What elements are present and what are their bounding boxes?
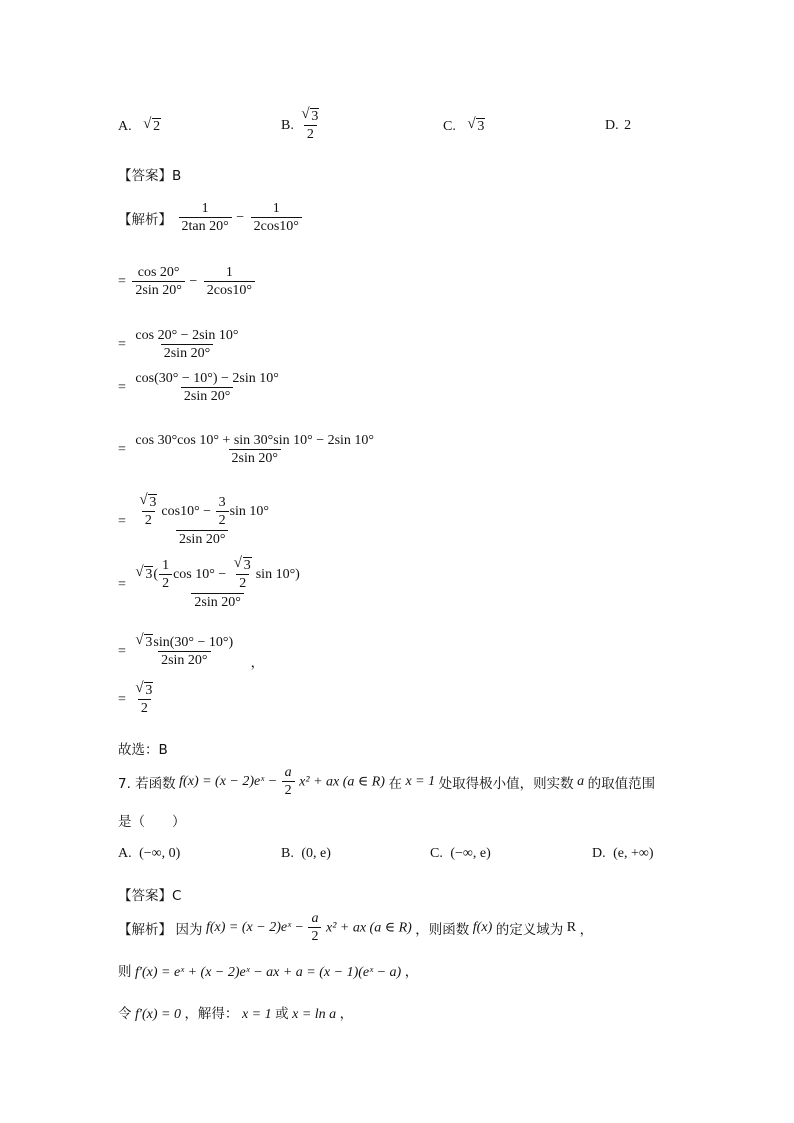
q6-step-0: 【解析】 $\frac{1}{2\tan 20^\circ}$ − $\frac{1}{2\cos 10^\circ}$ xyxy=(118,200,303,236)
q6-step-3: = $\frac{\cos(30^\circ - 10^\circ) - 2\sin 10^\circ}{2\sin 20^\circ}$ xyxy=(118,371,279,404)
sqrt-symbol: √ 2 xyxy=(143,116,161,134)
q6-step-6: = √ 3( $\frac{1}{2}$ cos 10° − √ 3 2 sin 10°) 2sin 20° xyxy=(118,555,300,610)
q6-option-a: A. √ 2 xyxy=(118,116,161,134)
q6-step-4: = $\frac{\cos 30^\circ\cos 10^\circ + \sin 30^\circ\sin 10^\circ - 2\sin 10^\circ}{2\sin 20^\circ}$ xyxy=(118,433,375,466)
q6-conclusion: 故选：B xyxy=(118,742,168,758)
q6-option-d: D. 2 xyxy=(605,118,632,133)
q7-analysis-line1: 【解析】 因为 f(x) = (x − 2)eˣ − $\frac{a}{2}$ x² + ax (a ∈ R) ，则函数 f(x) 的定义域为 R ， xyxy=(118,911,594,944)
q6-answer: 【答案】B xyxy=(118,168,182,184)
q6-step-8: = √ 3 2 xyxy=(118,680,153,716)
q7-answer: 【答案】C xyxy=(118,888,182,904)
q7-stem-line2: 是（ ） xyxy=(118,814,186,830)
q7-analysis-line2: 则 f′(x) = eˣ + (x − 2)eˣ − ax + a = (x − 1)(eˣ − a) ， xyxy=(118,964,419,980)
q6-step-1: = $\frac{\cos 20^\circ}{2\sin 20^\circ}$ − $\frac{1}{2\cos 10^\circ}$ xyxy=(118,264,256,300)
q6-step-5: = √ 3 2 cos10° − $\frac{3}{2}$ sin 10° 2sin 20° xyxy=(118,492,269,547)
fraction: √ 3 2 xyxy=(301,106,319,142)
q7-stem-line1: 7. 若函数 f(x) = (x − 2)eˣ − $\frac{a}{2}$ x² + ax (a ∈ R) 在 x = 1 处取得极小值，则实数 a 的取值范围 xyxy=(118,765,656,798)
q7-option-c: C. (−∞, e) xyxy=(430,846,491,861)
q6-option-c: C. √ 3 xyxy=(443,116,485,134)
q6-option-b: B. √ 3 2 xyxy=(281,108,323,144)
q7-option-b: B. (0, e) xyxy=(281,846,331,861)
q7-option-d: D. (e, +∞) xyxy=(592,846,654,861)
q6-step-7: = √ 3sin(30° − 10°) 2sin 20° ， xyxy=(118,632,265,672)
q6-step-2: = $\frac{\cos 20^\circ - 2\sin 10^\circ}{2\sin 20^\circ}$ xyxy=(118,328,239,361)
q7-analysis-line3: 令 f′(x) = 0 ，解得： x = 1 或 x = ln a ， xyxy=(118,1006,354,1022)
q7-option-a: A. (−∞, 0) xyxy=(118,846,181,861)
